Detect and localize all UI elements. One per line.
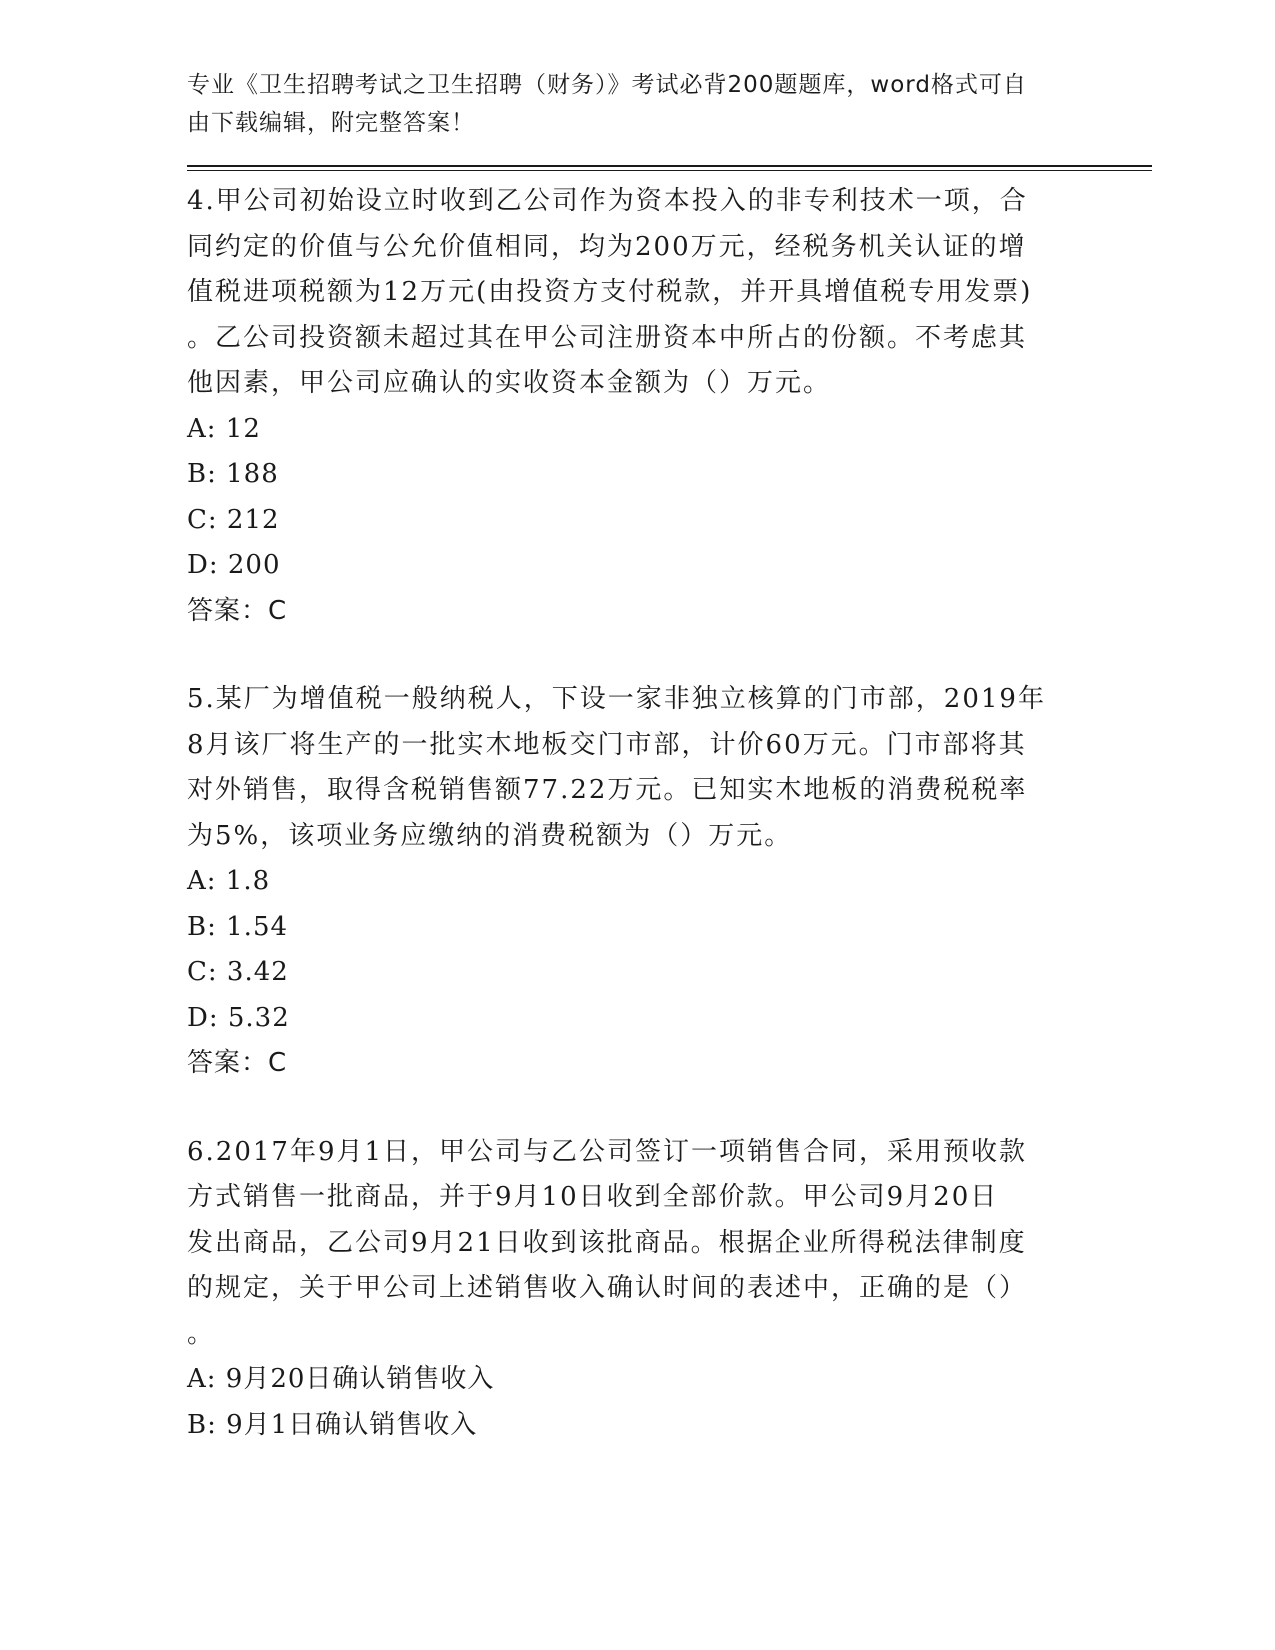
document-header — [187, 66, 1157, 142]
question-5-text — [187, 677, 1067, 859]
question-5-option-d: D: 5.32 — [187, 1002, 290, 1033]
question-6-option-b: B: 9月1日确认销售收入 — [187, 1409, 478, 1440]
question-4-line-3: 值税进项税额为12万元(由投资方支付税款，并开具增值税专用发票) — [187, 277, 1033, 307]
question-6 — [187, 1130, 1157, 1449]
question-5-line-3: 对外销售，取得含税销售额77.22万元。已知实木地板的消费税税率 — [187, 775, 1028, 805]
question-5 — [187, 677, 1157, 1087]
question-6-line-1: 6.2017年9月1日，甲公司与乙公司签订一项销售合同，采用预收款 — [187, 1136, 1028, 1167]
question-4-option-b: B: 188 — [187, 459, 279, 489]
question-6-line-5: 。 — [187, 1318, 216, 1349]
question-4-option-d: D: 200 — [187, 550, 281, 580]
question-5-line-2: 8月该厂将生产的一批实木地板交门市部，计价60万元。门市部将其 — [187, 729, 1027, 760]
question-4-line-2: 同约定的价值与公允价值相同，均为200万元，经税务机关认证的增 — [187, 231, 1027, 262]
header-line-1: 专业《卫生招聘考试之卫生招聘（财务）》考试必背200题题库，word格式可自 — [187, 72, 1027, 98]
question-5-line-1: 5.某厂为增值税一般纳税人，下设一家非独立核算的门市部，2019年 — [187, 684, 1046, 714]
question-6-line-4: 的规定，关于甲公司上述销售收入确认时间的表述中，正确的是（） — [187, 1273, 1028, 1303]
question-4-answer: 答案：C — [187, 595, 288, 626]
question-5-line-4: 为5%，该项业务应缴纳的消费税额为（）万元。 — [187, 820, 793, 851]
question-4-option-a: A: 12 — [187, 413, 261, 444]
question-4-line-4: 。乙公司投资额未超过其在甲公司注册资本中所占的份额。不考虑其 — [187, 322, 1028, 353]
header-line-2: 由下载编辑，附完整答案！ — [187, 110, 475, 136]
question-5-answer: 答案：C — [187, 1048, 288, 1078]
header-divider — [187, 165, 1152, 171]
question-4-text — [187, 179, 1067, 407]
question-5-option-b: B: 1.54 — [187, 911, 289, 942]
question-4-line-1: 4.甲公司初始设立时收到乙公司作为资本投入的非专利技术一项，合 — [187, 186, 1028, 216]
question-4 — [187, 179, 1157, 634]
question-5-option-a: A: 1.8 — [187, 866, 271, 896]
question-6-text — [187, 1130, 1067, 1358]
question-6-option-a: A: 9月20日确认销售收入 — [187, 1364, 495, 1394]
question-4-line-5: 他因素，甲公司应确认的实收资本金额为（）万元。 — [187, 368, 832, 398]
document-page — [187, 66, 1157, 1448]
question-6-line-2: 方式销售一批商品，并于9月10日收到全部价款。甲公司9月20日 — [187, 1182, 999, 1212]
question-4-option-c: C: 212 — [187, 504, 280, 535]
question-5-option-c: C: 3.42 — [187, 957, 289, 987]
question-6-line-3: 发出商品，乙公司9月21日收到该批商品。根据企业所得税法律制度 — [187, 1227, 1027, 1258]
